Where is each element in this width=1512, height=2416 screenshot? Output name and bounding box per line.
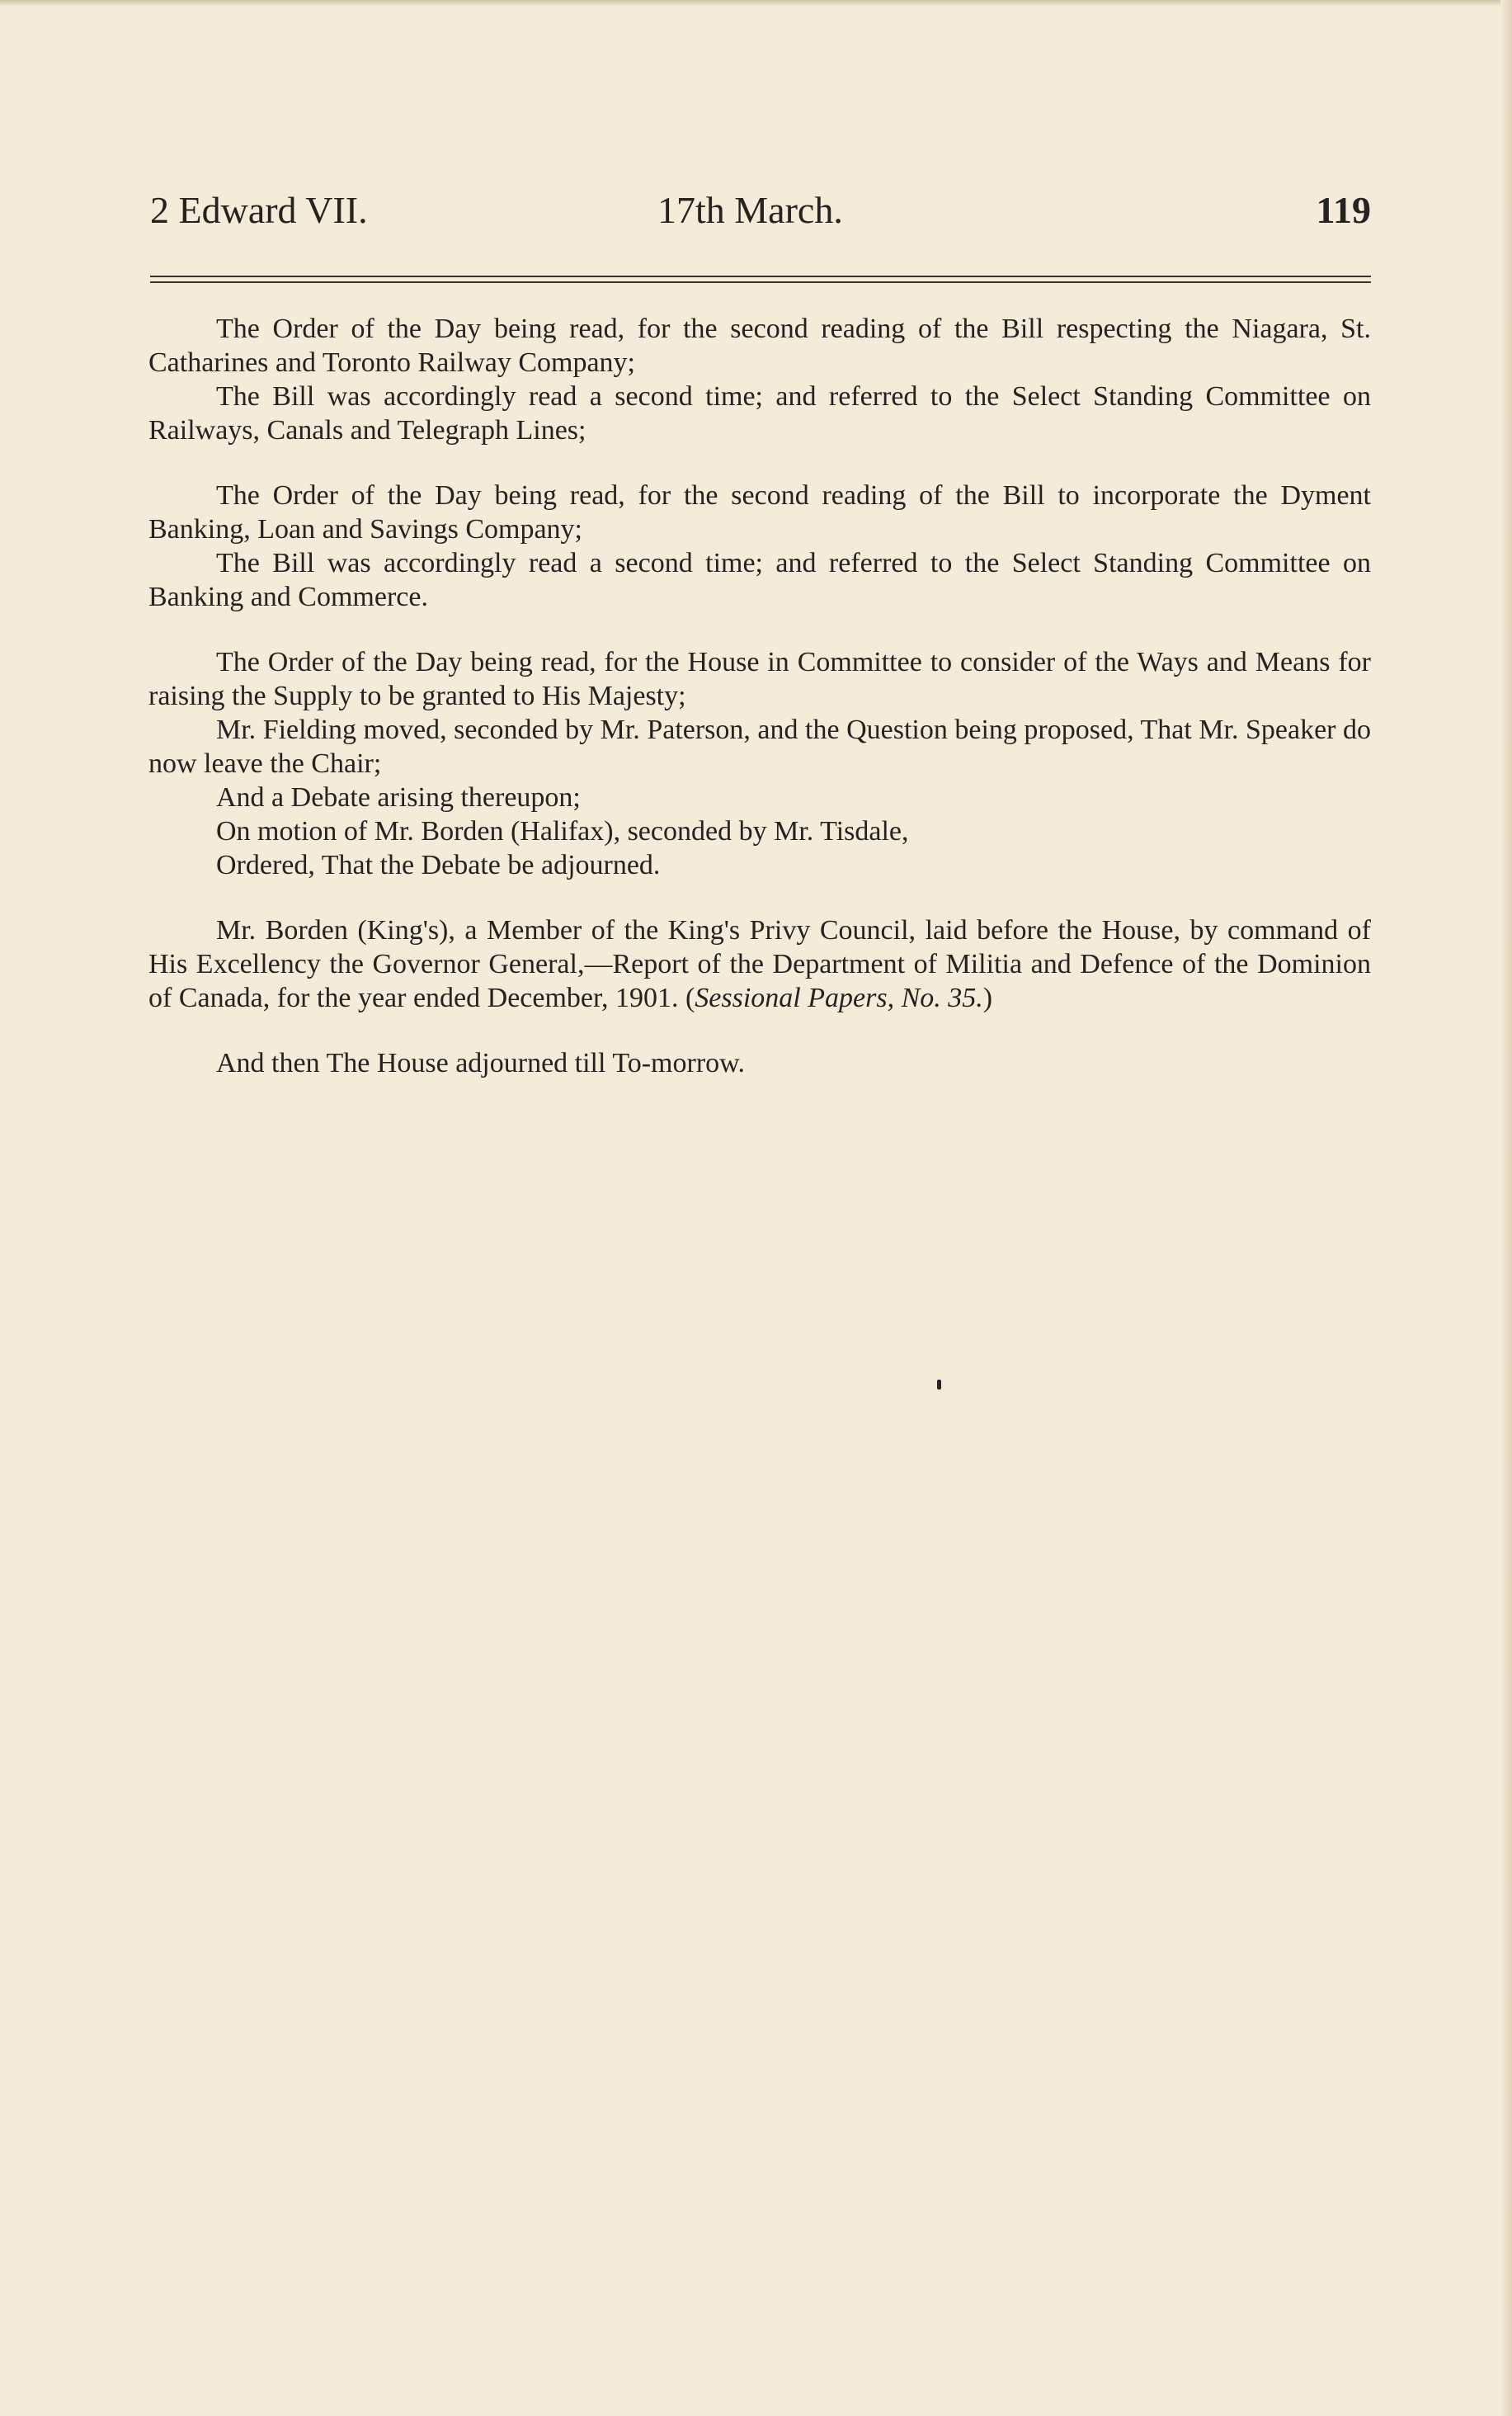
paragraph-ways-and-means-order: The Order of the Day being read, for the House in Committee to consider of the Ways and Means for raising the Supply to be granted to His Majesty;: [148, 647, 1371, 711]
sessional-papers-reference: Sessional Papers, No. 35.: [695, 983, 983, 1013]
paragraph-niagara-bill-order: The Order of the Day being read, for the second reading of the Bill respecting the Niagara, St. Catharines and Toronto Railway Company;: [148, 314, 1371, 378]
militia-report-text: Mr. Borden (King's), a Member of the King's Privy Council, laid before the House, by command of His Excellency the Governor General,—Report of the Department of Militia and Defence of the Dominion of Canada, for the year ended December, 1901.: [148, 915, 1371, 1013]
paragraph-dyment-bill-order: The Order of the Day being read, for the second reading of the Bill to incorporate the Dyment Banking, Loan and Savings Company;: [148, 480, 1371, 545]
paragraph-house-adjourned: And then The House adjourned till To-morrow.: [216, 1048, 745, 1078]
header-regnal-year: 2 Edward VII.: [150, 189, 368, 231]
journal-entries: [148, 312, 1371, 1080]
header-date: 17th March.: [657, 189, 843, 231]
paragraph-borden-motion: On motion of Mr. Borden (Halifax), seconded by Mr. Tisdale,: [216, 816, 909, 847]
sessional-papers-close: ): [982, 983, 993, 1013]
paragraph-fielding-motion: Mr. Fielding moved, seconded by Mr. Paterson, and the Question being proposed, That Mr. Speaker do now leave the Chair;: [148, 715, 1371, 779]
page-number: 119: [1316, 189, 1371, 231]
paragraph-debate-arising: And a Debate arising thereupon;: [216, 782, 581, 813]
paragraph-debate-adjourned: Ordered, That the Debate be adjourned.: [216, 850, 661, 880]
running-header: [150, 188, 1371, 238]
paragraph-militia-report: [148, 913, 1371, 1015]
sessional-papers-open: (: [685, 983, 695, 1013]
page-right-edge: [1500, 0, 1512, 2416]
header-rule-top: [150, 276, 1371, 277]
paragraph-dyment-bill-referred: The Bill was accordingly read a second time; and referred to the Select Standing Committee on Banking and Commerce.: [148, 548, 1371, 612]
ink-speck: [937, 1380, 941, 1390]
page-top-shadow: [0, 0, 1512, 7]
paragraph-niagara-bill-referred: The Bill was accordingly read a second time; and referred to the Select Standing Committee on Railways, Canals and Telegraph Lines;: [148, 381, 1371, 446]
header-rule-bottom: [150, 281, 1371, 283]
